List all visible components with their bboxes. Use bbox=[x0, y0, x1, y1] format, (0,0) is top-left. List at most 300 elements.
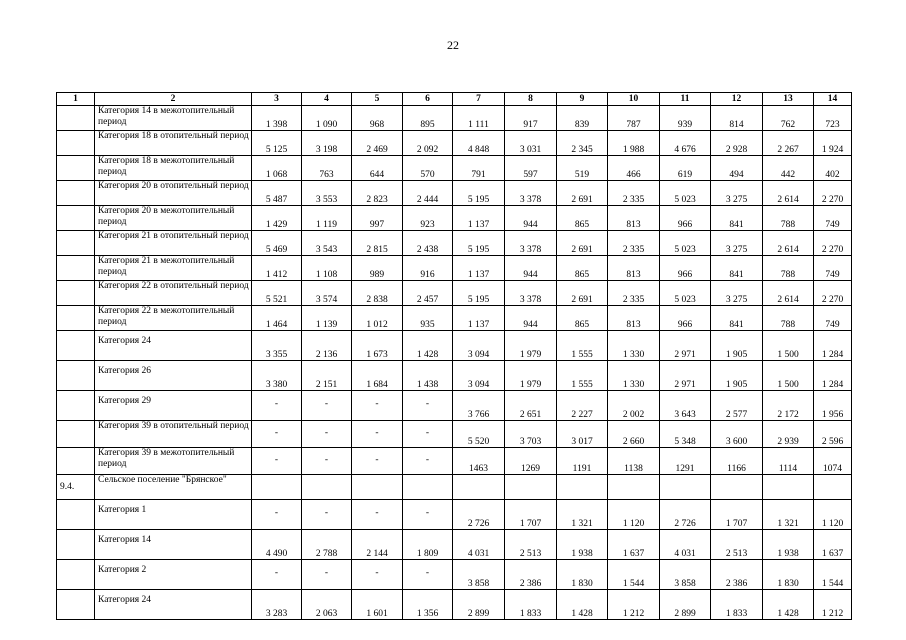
table-row bbox=[57, 361, 852, 391]
value-cell: 968 bbox=[352, 106, 403, 131]
row-label-cell: Категория 14 в межотопительный период bbox=[95, 106, 252, 131]
value-cell: 1 330 bbox=[608, 331, 660, 361]
value-cell: 1 212 bbox=[608, 590, 660, 620]
value-cell bbox=[403, 475, 453, 500]
value-cell: - bbox=[302, 391, 352, 421]
table-row bbox=[57, 181, 852, 206]
value-cell: 1 938 bbox=[763, 530, 814, 560]
value-cell bbox=[302, 475, 352, 500]
value-cell bbox=[453, 475, 505, 500]
value-cell: 787 bbox=[608, 106, 660, 131]
value-cell: 1 905 bbox=[711, 331, 763, 361]
value-cell: 402 bbox=[814, 156, 852, 181]
value-cell: 2 444 bbox=[403, 181, 453, 206]
value-cell: 1 707 bbox=[711, 500, 763, 530]
value-cell: - bbox=[252, 448, 302, 475]
page-number: 22 bbox=[447, 38, 459, 52]
value-cell: 1074 bbox=[814, 448, 852, 475]
value-cell: 2 691 bbox=[557, 181, 608, 206]
value-cell: 2 815 bbox=[352, 231, 403, 256]
value-cell: - bbox=[302, 560, 352, 590]
value-cell: 2 971 bbox=[660, 361, 711, 391]
value-cell: 3 378 bbox=[505, 231, 557, 256]
value-cell: 2 614 bbox=[763, 181, 814, 206]
value-cell: 2 151 bbox=[302, 361, 352, 391]
value-cell: 1 809 bbox=[403, 530, 453, 560]
row-label-cell: Категория 18 в отопительный период bbox=[95, 131, 252, 156]
column-header-4: 4 bbox=[302, 93, 352, 106]
value-cell: 3 275 bbox=[711, 281, 763, 306]
value-cell: 1 212 bbox=[814, 590, 852, 620]
value-cell: 2 469 bbox=[352, 131, 403, 156]
value-cell: 1 139 bbox=[302, 306, 352, 331]
value-cell: 3 275 bbox=[711, 181, 763, 206]
value-cell: 3 858 bbox=[453, 560, 505, 590]
table-row bbox=[57, 131, 852, 156]
value-cell: 2 513 bbox=[711, 530, 763, 560]
value-cell: 1 137 bbox=[453, 306, 505, 331]
value-cell: 5 469 bbox=[252, 231, 302, 256]
row-label-cell: Категория 1 bbox=[95, 500, 252, 530]
value-cell: - bbox=[252, 421, 302, 448]
value-cell: 1 438 bbox=[403, 361, 453, 391]
value-cell: 1 830 bbox=[763, 560, 814, 590]
value-cell: 3 031 bbox=[505, 131, 557, 156]
value-cell: 763 bbox=[302, 156, 352, 181]
value-cell: 2 823 bbox=[352, 181, 403, 206]
value-cell: 1 707 bbox=[505, 500, 557, 530]
value-cell: 923 bbox=[403, 206, 453, 231]
value-cell: 1 637 bbox=[814, 530, 852, 560]
value-cell: 570 bbox=[403, 156, 453, 181]
row-label-cell: Категория 14 bbox=[95, 530, 252, 560]
value-cell: 2 386 bbox=[505, 560, 557, 590]
value-cell: 3 283 bbox=[252, 590, 302, 620]
value-cell: 2 335 bbox=[608, 181, 660, 206]
value-cell: 3 378 bbox=[505, 181, 557, 206]
row-label-cell: Категория 24 bbox=[95, 331, 252, 361]
value-cell bbox=[763, 475, 814, 500]
value-cell: 4 676 bbox=[660, 131, 711, 156]
value-cell: - bbox=[252, 500, 302, 530]
value-cell: 791 bbox=[453, 156, 505, 181]
column-header-5: 5 bbox=[352, 93, 403, 106]
value-cell: 939 bbox=[660, 106, 711, 131]
row-label-cell: Категория 24 bbox=[95, 590, 252, 620]
value-cell: 2 144 bbox=[352, 530, 403, 560]
value-cell: 2 614 bbox=[763, 231, 814, 256]
value-cell: 895 bbox=[403, 106, 453, 131]
value-cell: 5 348 bbox=[660, 421, 711, 448]
value-cell: - bbox=[403, 391, 453, 421]
table-row bbox=[57, 231, 852, 256]
value-cell: 814 bbox=[711, 106, 763, 131]
value-cell: 1 956 bbox=[814, 391, 852, 421]
value-cell bbox=[660, 475, 711, 500]
row-number-cell bbox=[57, 391, 95, 421]
value-cell: 997 bbox=[352, 206, 403, 231]
value-cell: 935 bbox=[403, 306, 453, 331]
value-cell: 1 330 bbox=[608, 361, 660, 391]
column-header-2: 2 bbox=[95, 93, 252, 106]
value-cell bbox=[608, 475, 660, 500]
value-cell: 762 bbox=[763, 106, 814, 131]
value-cell: 3 355 bbox=[252, 331, 302, 361]
value-cell: 1 544 bbox=[814, 560, 852, 590]
value-cell: 3 858 bbox=[660, 560, 711, 590]
value-cell: 2 002 bbox=[608, 391, 660, 421]
value-cell: 5 023 bbox=[660, 231, 711, 256]
value-cell: 2 457 bbox=[403, 281, 453, 306]
header-row bbox=[57, 93, 852, 106]
row-label-cell: Категория 21 в отопительный период bbox=[95, 231, 252, 256]
value-cell: 1269 bbox=[505, 448, 557, 475]
value-cell: 5 520 bbox=[453, 421, 505, 448]
value-cell: 597 bbox=[505, 156, 557, 181]
table-body bbox=[57, 106, 852, 620]
table-row bbox=[57, 331, 852, 361]
table-row bbox=[57, 281, 852, 306]
value-cell: 1 137 bbox=[453, 206, 505, 231]
value-cell: 1 137 bbox=[453, 256, 505, 281]
value-cell: 2 345 bbox=[557, 131, 608, 156]
value-cell: 1 924 bbox=[814, 131, 852, 156]
value-cell: 749 bbox=[814, 206, 852, 231]
value-cell: 2 660 bbox=[608, 421, 660, 448]
value-cell: 2 726 bbox=[660, 500, 711, 530]
row-label-cell: Категория 39 в межотопительный период bbox=[95, 448, 252, 475]
row-label-cell: Категория 39 в отопительный период bbox=[95, 421, 252, 448]
value-cell: 3 378 bbox=[505, 281, 557, 306]
value-cell: 1 833 bbox=[711, 590, 763, 620]
column-header-11: 11 bbox=[660, 93, 711, 106]
column-header-3: 3 bbox=[252, 93, 302, 106]
value-cell: 1 555 bbox=[557, 331, 608, 361]
value-cell: 2 172 bbox=[763, 391, 814, 421]
column-header-10: 10 bbox=[608, 93, 660, 106]
value-cell: 1 544 bbox=[608, 560, 660, 590]
value-cell: 1 120 bbox=[608, 500, 660, 530]
row-number-cell bbox=[57, 156, 95, 181]
value-cell: 1 120 bbox=[814, 500, 852, 530]
value-cell: 1 988 bbox=[608, 131, 660, 156]
value-cell: 3 017 bbox=[557, 421, 608, 448]
table-row bbox=[57, 500, 852, 530]
value-cell: 1 119 bbox=[302, 206, 352, 231]
table-row bbox=[57, 206, 852, 231]
table-row bbox=[57, 421, 852, 448]
value-cell: 839 bbox=[557, 106, 608, 131]
value-cell bbox=[505, 475, 557, 500]
value-cell: 3 543 bbox=[302, 231, 352, 256]
value-cell: 5 195 bbox=[453, 281, 505, 306]
value-cell: 3 198 bbox=[302, 131, 352, 156]
value-cell: 4 848 bbox=[453, 131, 505, 156]
value-cell: 1 833 bbox=[505, 590, 557, 620]
row-number-cell bbox=[57, 256, 95, 281]
value-cell bbox=[557, 475, 608, 500]
value-cell: 2 227 bbox=[557, 391, 608, 421]
value-cell: - bbox=[403, 560, 453, 590]
row-number-cell bbox=[57, 560, 95, 590]
value-cell: - bbox=[252, 560, 302, 590]
value-cell: 944 bbox=[505, 306, 557, 331]
value-cell: 1 356 bbox=[403, 590, 453, 620]
value-cell: 3 574 bbox=[302, 281, 352, 306]
value-cell: 917 bbox=[505, 106, 557, 131]
value-cell: 2 928 bbox=[711, 131, 763, 156]
value-cell: 1 429 bbox=[252, 206, 302, 231]
value-cell: 966 bbox=[660, 206, 711, 231]
value-cell: 2 092 bbox=[403, 131, 453, 156]
value-cell: 3 380 bbox=[252, 361, 302, 391]
value-cell: 2 726 bbox=[453, 500, 505, 530]
value-cell: 841 bbox=[711, 306, 763, 331]
value-cell: 3 766 bbox=[453, 391, 505, 421]
value-cell: 1 673 bbox=[352, 331, 403, 361]
value-cell: - bbox=[352, 448, 403, 475]
value-cell: 1 428 bbox=[403, 331, 453, 361]
column-header-9: 9 bbox=[557, 93, 608, 106]
value-cell: 788 bbox=[763, 256, 814, 281]
value-cell: 865 bbox=[557, 256, 608, 281]
value-cell: 1463 bbox=[453, 448, 505, 475]
column-header-8: 8 bbox=[505, 93, 557, 106]
value-cell: 2 691 bbox=[557, 231, 608, 256]
row-label-cell: Категория 22 в отопительный период bbox=[95, 281, 252, 306]
table-row bbox=[57, 560, 852, 590]
value-cell: 5 023 bbox=[660, 281, 711, 306]
value-cell: 4 031 bbox=[660, 530, 711, 560]
value-cell bbox=[252, 475, 302, 500]
value-cell: 1 284 bbox=[814, 331, 852, 361]
value-cell: 2 788 bbox=[302, 530, 352, 560]
value-cell: 2 136 bbox=[302, 331, 352, 361]
value-cell: - bbox=[352, 560, 403, 590]
row-label-cell: Категория 18 в межотопительный период bbox=[95, 156, 252, 181]
value-cell: 494 bbox=[711, 156, 763, 181]
row-label-cell: Категория 21 в межотопительный период bbox=[95, 256, 252, 281]
value-cell: 749 bbox=[814, 306, 852, 331]
value-cell: 1138 bbox=[608, 448, 660, 475]
value-cell: 2 270 bbox=[814, 231, 852, 256]
value-cell: 2 063 bbox=[302, 590, 352, 620]
row-number-cell bbox=[57, 500, 95, 530]
value-cell: 5 487 bbox=[252, 181, 302, 206]
row-number-cell bbox=[57, 206, 95, 231]
value-cell: 3 275 bbox=[711, 231, 763, 256]
value-cell: 442 bbox=[763, 156, 814, 181]
value-cell: - bbox=[403, 448, 453, 475]
value-cell: 2 838 bbox=[352, 281, 403, 306]
table-row bbox=[57, 391, 852, 421]
value-cell: 2 691 bbox=[557, 281, 608, 306]
value-cell: 1 108 bbox=[302, 256, 352, 281]
value-cell: 2 513 bbox=[505, 530, 557, 560]
value-cell: 1 284 bbox=[814, 361, 852, 391]
row-label-cell: Категория 22 в межотопительный период bbox=[95, 306, 252, 331]
value-cell: - bbox=[302, 500, 352, 530]
row-label-cell: Категория 2 bbox=[95, 560, 252, 590]
row-number-cell bbox=[57, 530, 95, 560]
value-cell: - bbox=[403, 500, 453, 530]
value-cell: 1 905 bbox=[711, 361, 763, 391]
table-row bbox=[57, 306, 852, 331]
value-cell: 1 979 bbox=[505, 361, 557, 391]
value-cell: 1 979 bbox=[505, 331, 557, 361]
value-cell: - bbox=[302, 421, 352, 448]
value-cell bbox=[352, 475, 403, 500]
row-label-cell: Сельское поселение "Брянское" bbox=[95, 475, 252, 500]
value-cell: 2 899 bbox=[660, 590, 711, 620]
value-cell: 788 bbox=[763, 306, 814, 331]
value-cell: 1 684 bbox=[352, 361, 403, 391]
value-cell: 944 bbox=[505, 206, 557, 231]
value-cell: 1 500 bbox=[763, 331, 814, 361]
value-cell: 1 500 bbox=[763, 361, 814, 391]
value-cell: - bbox=[252, 391, 302, 421]
value-cell: 5 521 bbox=[252, 281, 302, 306]
tariff-table bbox=[56, 92, 852, 620]
value-cell: 813 bbox=[608, 206, 660, 231]
row-number-cell bbox=[57, 361, 95, 391]
value-cell: 619 bbox=[660, 156, 711, 181]
row-number-cell bbox=[57, 281, 95, 306]
value-cell: 2 267 bbox=[763, 131, 814, 156]
value-cell: 466 bbox=[608, 156, 660, 181]
value-cell: 1 068 bbox=[252, 156, 302, 181]
value-cell bbox=[814, 475, 852, 500]
value-cell: 944 bbox=[505, 256, 557, 281]
value-cell: 2 577 bbox=[711, 391, 763, 421]
value-cell: 5 195 bbox=[453, 231, 505, 256]
row-label-cell: Категория 29 bbox=[95, 391, 252, 421]
value-cell: 3 553 bbox=[302, 181, 352, 206]
row-number-cell bbox=[57, 231, 95, 256]
value-cell: 1 830 bbox=[557, 560, 608, 590]
value-cell: 2 651 bbox=[505, 391, 557, 421]
table-row bbox=[57, 106, 852, 131]
value-cell: 841 bbox=[711, 206, 763, 231]
value-cell: 1 428 bbox=[557, 590, 608, 620]
row-label-cell: Категория 26 bbox=[95, 361, 252, 391]
value-cell: 1 428 bbox=[763, 590, 814, 620]
table-row bbox=[57, 590, 852, 620]
value-cell: 1 111 bbox=[453, 106, 505, 131]
column-header-7: 7 bbox=[453, 93, 505, 106]
row-number-cell bbox=[57, 106, 95, 131]
value-cell: - bbox=[302, 448, 352, 475]
value-cell: 1 321 bbox=[557, 500, 608, 530]
value-cell: 813 bbox=[608, 306, 660, 331]
value-cell: 916 bbox=[403, 256, 453, 281]
value-cell: 865 bbox=[557, 206, 608, 231]
value-cell: 1191 bbox=[557, 448, 608, 475]
value-cell: - bbox=[352, 500, 403, 530]
row-number-cell bbox=[57, 181, 95, 206]
value-cell: 3 703 bbox=[505, 421, 557, 448]
column-header-6: 6 bbox=[403, 93, 453, 106]
value-cell: 2 614 bbox=[763, 281, 814, 306]
value-cell: 813 bbox=[608, 256, 660, 281]
value-cell: 2 899 bbox=[453, 590, 505, 620]
value-cell: 2 971 bbox=[660, 331, 711, 361]
value-cell: 1 321 bbox=[763, 500, 814, 530]
column-header-1: 1 bbox=[57, 93, 95, 106]
column-header-12: 12 bbox=[711, 93, 763, 106]
value-cell: 2 335 bbox=[608, 231, 660, 256]
value-cell: - bbox=[352, 391, 403, 421]
value-cell: 1 464 bbox=[252, 306, 302, 331]
table-row bbox=[57, 256, 852, 281]
value-cell: 3 600 bbox=[711, 421, 763, 448]
value-cell: 989 bbox=[352, 256, 403, 281]
value-cell: 1166 bbox=[711, 448, 763, 475]
value-cell: 2 335 bbox=[608, 281, 660, 306]
value-cell: 841 bbox=[711, 256, 763, 281]
value-cell: 865 bbox=[557, 306, 608, 331]
value-cell: 1 090 bbox=[302, 106, 352, 131]
value-cell: 5 195 bbox=[453, 181, 505, 206]
column-header-14: 14 bbox=[814, 93, 852, 106]
value-cell: 2 270 bbox=[814, 281, 852, 306]
value-cell: 519 bbox=[557, 156, 608, 181]
row-number-cell bbox=[57, 448, 95, 475]
value-cell: 788 bbox=[763, 206, 814, 231]
row-number-cell bbox=[57, 331, 95, 361]
row-number-cell bbox=[57, 306, 95, 331]
value-cell: 5 023 bbox=[660, 181, 711, 206]
value-cell: 2 438 bbox=[403, 231, 453, 256]
value-cell: 3 094 bbox=[453, 331, 505, 361]
value-cell: 749 bbox=[814, 256, 852, 281]
value-cell: 1 601 bbox=[352, 590, 403, 620]
value-cell: 2 596 bbox=[814, 421, 852, 448]
value-cell: 4 490 bbox=[252, 530, 302, 560]
value-cell: 2 386 bbox=[711, 560, 763, 590]
table-row bbox=[57, 475, 852, 500]
value-cell: 3 094 bbox=[453, 361, 505, 391]
value-cell: 1 412 bbox=[252, 256, 302, 281]
value-cell: 3 643 bbox=[660, 391, 711, 421]
table-row bbox=[57, 448, 852, 475]
value-cell: 1 012 bbox=[352, 306, 403, 331]
value-cell: 1114 bbox=[763, 448, 814, 475]
value-cell: 1 555 bbox=[557, 361, 608, 391]
value-cell: - bbox=[403, 421, 453, 448]
value-cell: 1291 bbox=[660, 448, 711, 475]
row-number-cell bbox=[57, 590, 95, 620]
value-cell: 2 939 bbox=[763, 421, 814, 448]
value-cell: 5 125 bbox=[252, 131, 302, 156]
value-cell: 644 bbox=[352, 156, 403, 181]
value-cell: 966 bbox=[660, 256, 711, 281]
value-cell: 723 bbox=[814, 106, 852, 131]
row-label-cell: Категория 20 в межотопительный период bbox=[95, 206, 252, 231]
value-cell: 1 938 bbox=[557, 530, 608, 560]
value-cell: 1 637 bbox=[608, 530, 660, 560]
table-row bbox=[57, 530, 852, 560]
row-number-cell: 9.4. bbox=[57, 475, 95, 500]
value-cell: 1 398 bbox=[252, 106, 302, 131]
row-number-cell bbox=[57, 421, 95, 448]
row-label-cell: Категория 20 в отопительный период bbox=[95, 181, 252, 206]
value-cell: 2 270 bbox=[814, 181, 852, 206]
row-number-cell bbox=[57, 131, 95, 156]
value-cell: - bbox=[352, 421, 403, 448]
value-cell: 966 bbox=[660, 306, 711, 331]
table-row bbox=[57, 156, 852, 181]
